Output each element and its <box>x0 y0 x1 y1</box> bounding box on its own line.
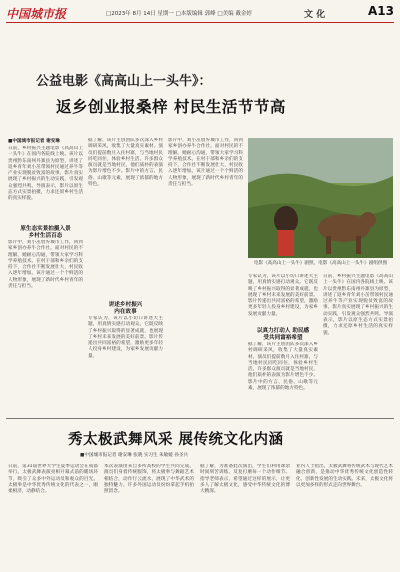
story1-subhead-1b: 乡村生活百态 <box>28 233 63 239</box>
dateline: □2023年 8月 14日 星期一 □本版编辑 郭峰 □美编 戴金婷 <box>106 11 252 17</box>
story1-column-4b: 据了解，该片主创团队多次深入乡村调研采风，收集了大量真实素材。演员们提前数月入住村寨，与当地村民同吃同住，体验乡村生活。许多群众演员就是当地村民，他们质朴的表演为影片增色不少。影片中的方言、民俗、山歌等元素，展现了浓郁的地方特色。 <box>248 342 318 392</box>
section-label: 文 化 <box>304 10 326 20</box>
story2-column-1: 日前，第31届世界大学生夏季运动会在成都举行。太极武舞表演亮相开幕式前的暖场环节，吸引了众多中外运动员和观众的目光。太极拳是中华优秀传统文化的代表之一，刚柔相济，动静结合。 <box>8 464 98 495</box>
photo-caption: 电影《高高山上一头牛》剧照。电影《高高山上一头牛》剧组供图 <box>253 261 388 266</box>
movie-still-image <box>248 138 393 258</box>
story1-subhead-2b: 内在故事 <box>114 309 137 315</box>
story2-column-4: 业内人士指出，太极武舞将传统武术与现代艺术融合创新，是推动中华优秀传统文化创造性转化、创新性发展的生动实践。未来，太极文化将以更加多样的形式走向世界舞台。 <box>296 464 393 488</box>
story2-column-2: 本次表演由来自多所高校的学生共同完成。演员们身着传统服饰，将太极拳与舞蹈艺术相结合，动作行云流水，展现了中华武术的独特魅力。许多外国运动员纷纷拿起手机拍照留念。 <box>104 464 194 495</box>
story1-column-3: 影片中，刘小茁放弃城市工作，回到家乡创办养牛合作社。面对村民的不理解，她耐心沟通，带领大家学习科学养殖技术。在村干部和乡亲们的支持下，合作社不断发展壮大，村民收入逐年增加。该片通过一个个鲜活的人物形象，展现了新时代乡村青年的责任与担当。 <box>168 138 243 188</box>
story1-column-2a: 据了解，该片主创团队多次深入乡村调研采风，收集了大量真实素材。演员们提前数月入住村寨，与当地村民同吃同住，体验乡村生活。许多群众演员就是当地村民，他们质朴的表演为影片增色不少。影片中的方言、民俗、山歌等元素，展现了浓郁的地方特色。 <box>88 138 163 188</box>
story1-column-2b: 专家认为，该片以小切口讲述大主题，用真情实感打动观众。它既反映了乡村振兴取得的显著成就，也展现了乡村未来发展的美好前景。影片传递出共同富裕的希望，激励更多年轻人投身乡村建设，为家乡发展贡献力量。 <box>88 316 163 359</box>
story1-byline: ■中国城市报记者 谢安琳 <box>8 139 60 144</box>
newspaper-logo: 中国城市报 <box>6 7 67 21</box>
story1-column-5: 日前，乡村振兴主题电影《高高山上一头牛》在国内各院线上映。该片以贵州黔东南州丹寨县为原型，讲述了返乡青年刘小茁带领村民通过养牛等产业实现脱贫致富的故事。影片真实展现了乡村振兴的生动实践，引发观众强烈共鸣。导演表示，影片以原生态方式实景拍摄，力求还原乡村生活的真实样貌。 <box>323 274 393 336</box>
masthead <box>6 4 394 23</box>
page-number: A13 <box>368 4 394 18</box>
story1-column-1a: 日前，乡村振兴主题电影《高高山上一头牛》在国内各院线上映。该片以贵州黔东南州丹寨县为原型，讲述了返乡青年刘小茁带领村民通过养牛等产业实现脱贫致富的故事。影片真实展现了乡村振兴的生动实践，引发观众强烈共鸣。导演表示，影片以原生态方式实景拍摄，力求还原乡村生活的真实样貌。 <box>8 146 83 202</box>
story1-subhead-1: 原生态实景拍摄入景 <box>20 226 71 232</box>
story-divider <box>6 418 394 419</box>
story1-headline: 返乡创业报桑梓 村民生活节节高 <box>56 97 286 116</box>
story1-subhead-3b: 受共同富裕希望 <box>263 335 303 341</box>
story1-kicker: 公益电影《高高山上一头牛》： <box>36 74 212 89</box>
story1-column-4a: 专家认为，该片以小切口讲述大主题，用真情实感打动观众。它既反映了乡村振兴取得的显著成就，也展现了乡村未来发展的美好前景。影片传递出共同富裕的希望，激励更多年轻人投身乡村建设，为家乡发展贡献力量。 <box>248 274 318 317</box>
story2-byline: ■中国城市报记者 谢安琳 张晓 实习生 朱敏媛 孙圣兵 <box>80 453 189 458</box>
story1-subhead-2: 讲述乡村振兴 <box>108 302 143 308</box>
story2-column-3: 据了解，为准备此次演出，学生们利用课余时间刻苦训练，反复打磨每一个动作细节。指导老师表示，希望通过这样的展示，让更多人了解太极文化，感受中华传统文化的博大精深。 <box>200 464 290 495</box>
movie-still-photo <box>248 138 393 258</box>
story1-subhead-3: 以真力打动人 助民感 <box>256 328 310 334</box>
story1-column-1b: 影片中，刘小茁放弃城市工作，回到家乡创办养牛合作社。面对村民的不理解，她耐心沟通，带领大家学习科学养殖技术。在村干部和乡亲们的支持下，合作社不断发展壮大，村民收入逐年增加。该片通过一个个鲜活的人物形象，展现了新时代乡村青年的责任与担当。 <box>8 240 83 290</box>
story2-headline: 秀太极武舞风采 展传统文化内涵 <box>68 431 284 448</box>
